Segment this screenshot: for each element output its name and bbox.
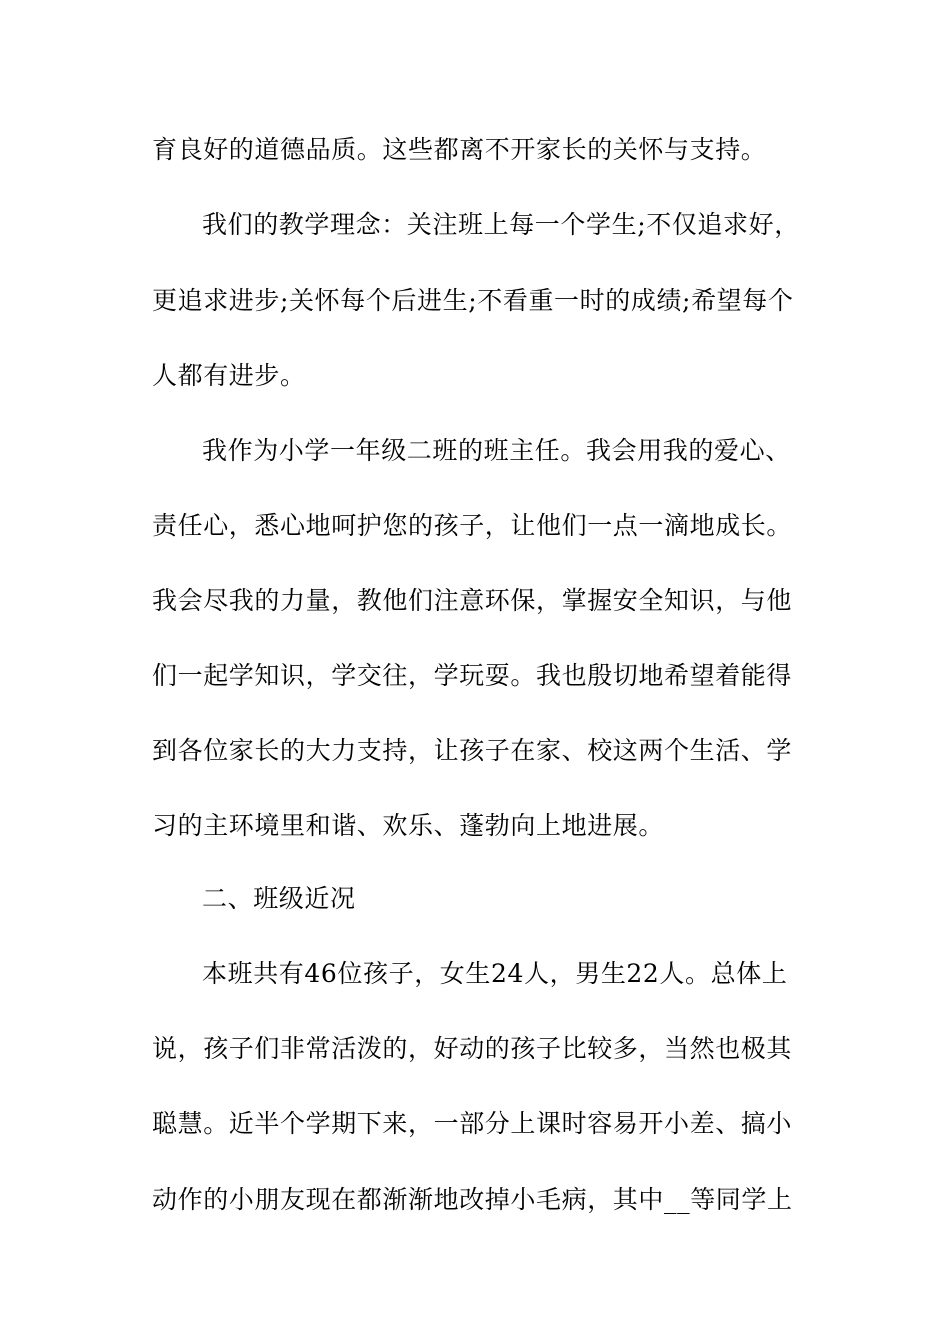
body-text-line: 育良好的道德品质。这些都离不开家长的关怀与支持。 bbox=[152, 135, 767, 164]
body-text-line: 习的主环境里和谐、欢乐、蓬勃向上地进展。 bbox=[152, 811, 665, 840]
body-text-line: 我会尽我的力量，教他们注意环保，掌握安全知识，与他 bbox=[152, 586, 793, 615]
body-text-line: 本班共有46位孩子，女生24人，男生22人。总体上 bbox=[202, 959, 788, 988]
section-heading: 二、班级近况 bbox=[202, 884, 356, 913]
body-text-line: 人都有进步。 bbox=[152, 361, 306, 390]
body-text-line: 更追求进步;关怀每个后进生;不看重一时的成绩;希望每个 bbox=[152, 286, 794, 315]
body-text-line: 我们的教学理念：关注班上每一个学生;不仅追求好， bbox=[202, 210, 800, 239]
body-text-line: 到各位家长的大力支持，让孩子在家、校这两个生活、学 bbox=[152, 736, 793, 765]
body-text-line: 责任心，悉心地呵护您的孩子，让他们一点一滴地成长。 bbox=[152, 511, 793, 540]
body-text-line: 聪慧。近半个学期下来，一部分上课时容易开小差、搞小 bbox=[152, 1109, 793, 1138]
body-text-line: 说，孩子们非常活泼的，好动的孩子比较多，当然也极其 bbox=[152, 1034, 793, 1063]
body-text-line: 我作为小学一年级二班的班主任。我会用我的爱心、 bbox=[202, 436, 791, 465]
body-text-line: 动作的小朋友现在都渐渐地改掉小毛病，其中__等同学上 bbox=[152, 1185, 793, 1214]
body-text-line: 们一起学知识，学交往，学玩耍。我也殷切地希望着能得 bbox=[152, 661, 793, 690]
